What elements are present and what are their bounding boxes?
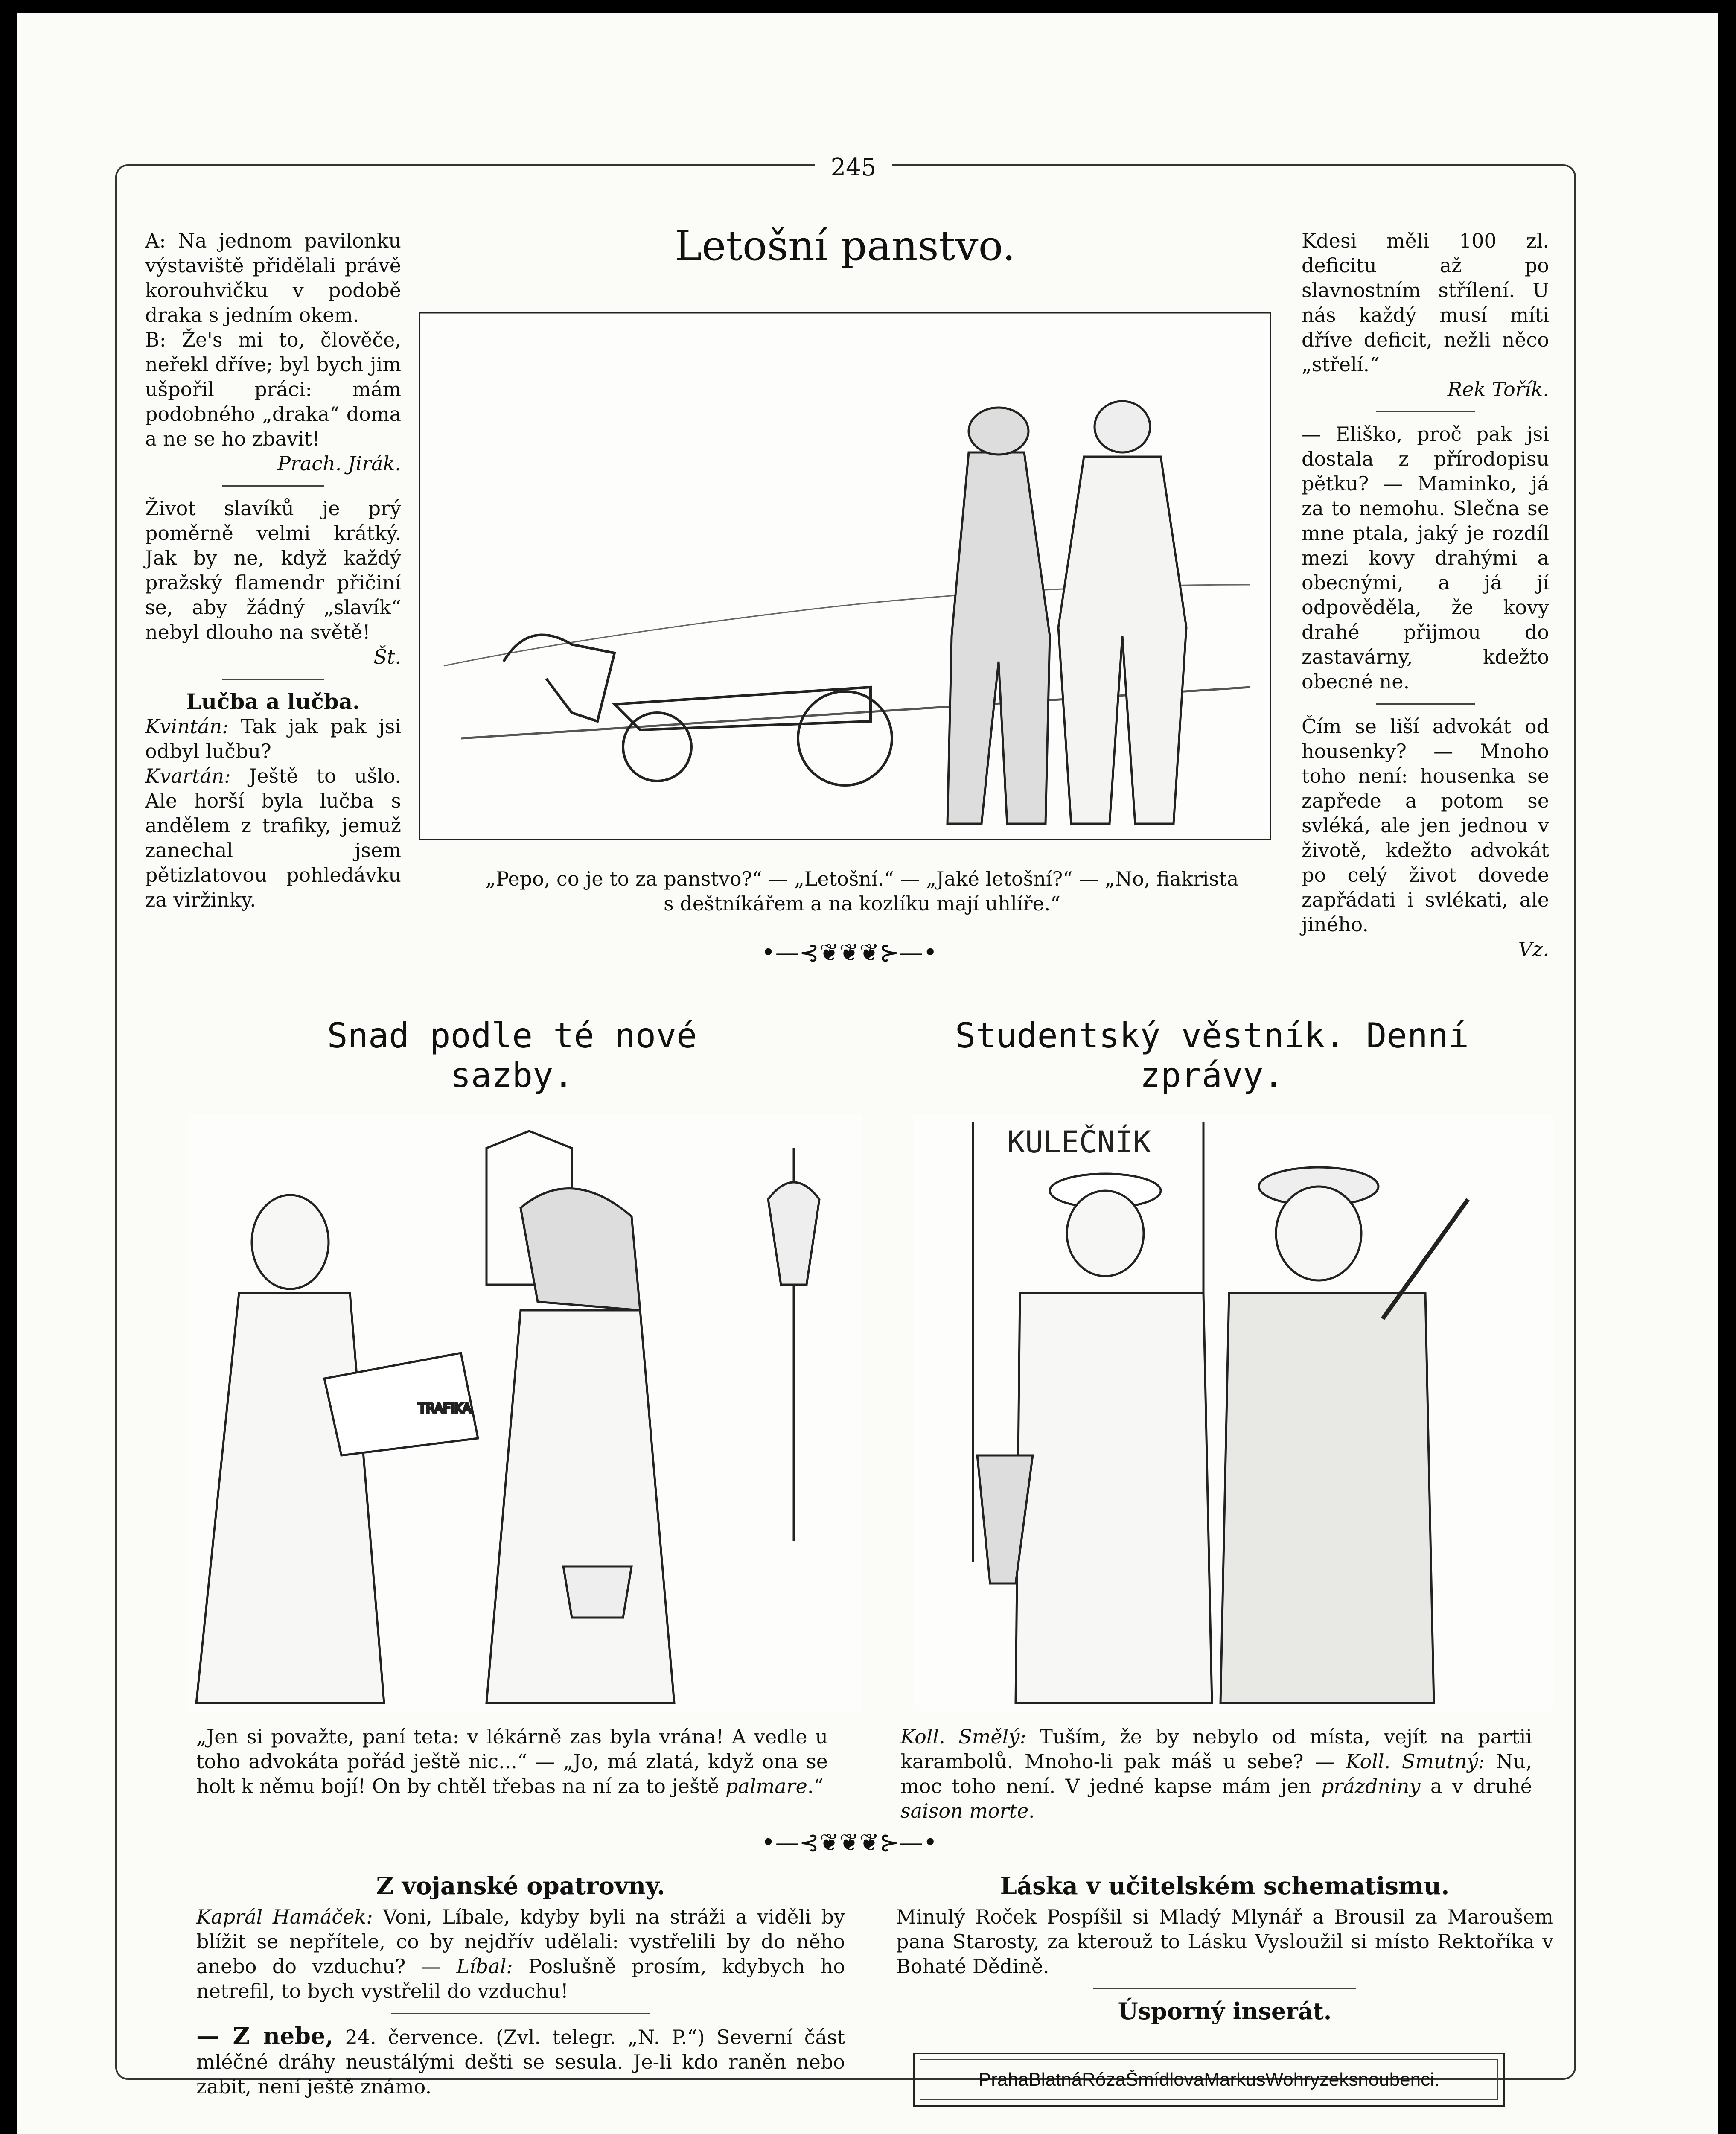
divider [222, 485, 324, 487]
cartoon-title-studentsky-vestnik: Studentský věstník. Denní zprávy. [955, 1016, 1469, 1095]
cartoon-carriage-illustration [418, 312, 1272, 841]
bottom-right-article [896, 1874, 1553, 2023]
news-z-nebe: — Z nebe, 24. července. (Zvl. telegr. „N. P.“) Severní část mléčné dráhy neustálými dešti se sesula. Je-li kdo raněn nebo zabit, není ještě známo. [196, 2022, 845, 2098]
divider [1376, 703, 1475, 705]
article-title-vojanska: Z vojanské opatrovny. [376, 1872, 665, 1900]
joke-slavik-signature: Št. [373, 645, 401, 668]
cartoon-caption-studentsky: Koll. Smělý: Tuším, že by nebylo od místa, vejít na partii karambolů. Mnoho-li pak máš u sebe? — Koll. Smutný: Nu, moc toho není. V jedné kapse mám jen prázdniny a v druhé saison morte. [900, 1725, 1532, 1822]
students-drawing [913, 1114, 1553, 1711]
article-title-laska: Láska v učitelském schematismu. [1000, 1872, 1450, 1900]
joke-advokat: Čím se liší advokát od housenky? — Mnoho toho není: housenka se zapřede a potom se svléká, ale jen jednou v životě, kdežto advokát po celý život dovede zapřádati i svlékati, ale jiného. [1302, 715, 1549, 936]
cartoon-title-letosni-panstvo: Letošní panstvo. [674, 222, 1016, 270]
ornament-divider: •—⊰❦❦❦⊱—• [761, 939, 938, 967]
inserat-box [913, 2053, 1505, 2107]
joke-deficit: Kdesi měli 100 zl. deficitu až po slavnostním střílení. U nás každý musí míti dříve deficit, nežli něco „střelí.“ [1302, 229, 1549, 376]
women-drawing [188, 1114, 862, 1711]
right-column [1302, 228, 1549, 962]
newspaper-page [17, 13, 1718, 2134]
joke-lucba-line2: Kvartán: Ještě to ušlo. Ale horší byla lučba s andělem z trafiky, jemuž zanechal jsem pětizlatovou pohledávku za viržinky. [145, 764, 401, 911]
inserat-text: PrahaBlatnáRózaŠmídlovaMarkusWohryzeksnoubenci. [978, 2069, 1440, 2090]
ornament-divider-2: •—⊰❦❦❦⊱—• [761, 1829, 938, 1857]
joke-lucba-title: Lučba a lučba. [186, 689, 360, 714]
article-vojanska-text: Kaprál Hamáček: Voni, Líbale, kdyby byli na stráži a viděli by blížit se nepřítele, co by nejdřív udělali: vystřelili by do něho anebo do vzduchu? — Líbal: Poslušně prosím, kdybych ho netrefil, to bych vystřelil do vzduchu! [196, 1905, 845, 2003]
joke-advokat-signature: Vz. [1518, 938, 1549, 961]
joke-deficit-signature: Rek Tořík. [1447, 378, 1549, 401]
bottom-left-article [196, 1874, 845, 2099]
cartoon-caption-nove-sazby: „Jen si považte, paní teta: v lékárně zas byla vrána! A vedle u toho advokáta pořád ještě nic...“ — „Jo, má zlatá, když ona se holt k němu bojí! On by chtěl třebas na ní za to ještě palmare.“ [196, 1725, 828, 1798]
inserat-title: Úsporný inserát. [1118, 1997, 1332, 2025]
article-laska-text: Minulý Roček Pospíšil si Mladý Mlynář a Brousil za Maroušem pana Starosty, za kterouž to Lásku Vysloužil si místo Rektoříka v Bohaté Dědině. [896, 1905, 1553, 1978]
cartoon-two-students-illustration [913, 1114, 1553, 1711]
divider [391, 2013, 650, 2014]
divider [222, 679, 324, 680]
joke-pavilon-a: A: Na jednom pavilonku výstaviště přidělali právě korouhvičku v podobě draka s jedním okem. [145, 229, 401, 327]
kulecnik-sign: KULEČNÍK [1007, 1125, 1151, 1160]
cartoon-caption-letosni: „Pepo, co je to za panstvo?“ — „Letošní.“ — „Jaké letošní?“ — „No, fiakrista s deštníkářem a na kozlíku mají uhlíře.“ [485, 867, 1239, 915]
divider [1093, 1988, 1356, 1989]
joke-slavik: Život slavíků je prý poměrně velmi krátký. Jak by ne, když každý pražský flamendr přičiní se, aby žádný „slavík“ nebyl dlouho na světě! [145, 497, 401, 644]
page-number: 245 [815, 154, 892, 181]
joke-pavilon-b: B: Že's mi to, člověče, neřekl dříve; byl bych jim ušpořil práci: mám podobného „draka“ doma a ne se ho zbavit! [145, 328, 401, 450]
carriage-drawing [418, 312, 1272, 841]
cartoon-title-nove-sazby: Snad podle té nové sazby. [327, 1016, 697, 1095]
joke-pavilon-signature: Prach. Jirák. [277, 452, 401, 475]
divider [1376, 411, 1475, 412]
joke-prirodopis: — Eliško, proč pak jsi dostala z přírodopisu pětku? — Maminko, já za to nemohu. Slečna se mne ptala, jaký je rozdíl mezi kovy drahými a obecnými, a já jí odpověděla, že kovy drahé přijmou do zastavárny, kdežto obecné ne. [1302, 423, 1549, 693]
left-column [145, 228, 401, 912]
trafika-sign: TRAFIKA [418, 1401, 472, 1416]
joke-lucba-line1: Kvintán: Tak jak pak jsi odbyl lučbu? [145, 715, 401, 763]
cartoon-two-women-illustration [188, 1114, 862, 1711]
